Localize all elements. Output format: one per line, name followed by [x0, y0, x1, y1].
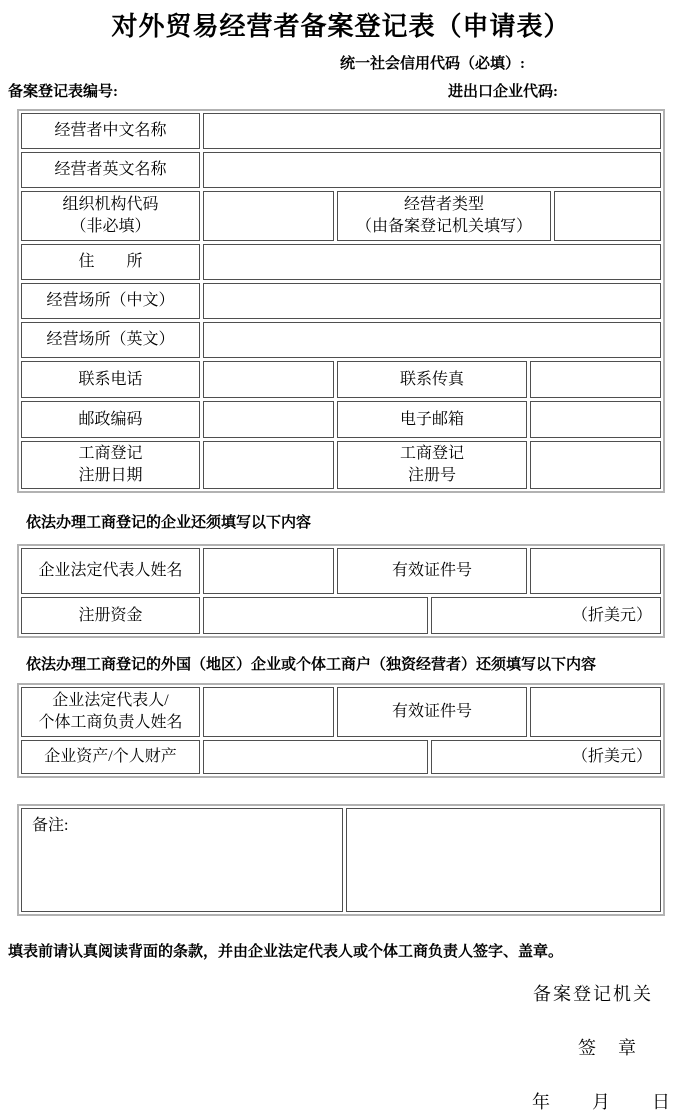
table-row — [21, 548, 661, 594]
remarks-right-cell[interactable] — [346, 808, 661, 912]
org-code-input-cell[interactable] — [203, 191, 334, 241]
postcode-input-cell[interactable] — [203, 401, 334, 438]
table-row — [21, 283, 661, 319]
reg-date-label — [21, 441, 200, 489]
main-table — [17, 109, 665, 493]
operator-type-label-line2: （由备案登记机关填写） — [355, 218, 532, 235]
reg-number-input-cell[interactable] — [530, 441, 661, 489]
foreign-rep-name-label-line2: 个体工商负责人姓名 — [38, 714, 183, 731]
company-section-heading: 依法办理工商登记的企业还须填写以下内容 — [26, 514, 312, 531]
phone-label: 联系电话 — [21, 361, 200, 398]
postcode-label: 邮政编码 — [21, 401, 200, 438]
table-row — [21, 401, 661, 438]
registration-form-page — [0, 6, 682, 1112]
remarks-left-cell[interactable] — [21, 808, 343, 912]
table-row — [21, 441, 661, 489]
reg-number-label — [337, 441, 527, 489]
registration-authority-label: 备案登记机关 — [533, 984, 653, 1004]
business-place-en-input-cell[interactable] — [203, 322, 661, 358]
foreign-rep-name-label-line1: 企业法定代表人/ — [52, 692, 169, 709]
table-row — [21, 808, 661, 912]
table-row — [21, 152, 661, 188]
registered-capital-usd-cell[interactable]: （折美元） — [431, 597, 661, 634]
operator-cn-name-label: 经营者中文名称 — [21, 113, 200, 149]
id-number-input-cell[interactable] — [530, 548, 661, 594]
table-row — [21, 113, 661, 149]
foreign-id-number-label: 有效证件号 — [337, 687, 527, 737]
assets-label: 企业资产/个人财产 — [21, 740, 200, 774]
email-label: 电子邮箱 — [337, 401, 527, 438]
seal-label: 签 章 — [578, 1038, 638, 1058]
org-code-label-line2: （非必填） — [70, 218, 151, 235]
ie-code-label: 进出口企业代码: — [448, 84, 558, 100]
table-row — [21, 687, 661, 737]
operator-type-label — [337, 191, 551, 241]
table-row — [21, 244, 661, 280]
legal-rep-name-input-cell[interactable] — [203, 548, 334, 594]
phone-input-cell[interactable] — [203, 361, 334, 398]
reg-number-label-line2: 注册号 — [407, 467, 456, 484]
foreign-section-heading: 依法办理工商登记的外国（地区）企业或个体工商户（独资经营者）还须填写以下内容 — [26, 656, 597, 673]
table-row — [21, 322, 661, 358]
reg-number-label-line1: 工商登记 — [399, 445, 464, 462]
business-place-en-label: 经营场所（英文） — [21, 322, 200, 358]
table-row — [21, 740, 661, 774]
email-input-cell[interactable] — [530, 401, 661, 438]
org-code-label — [21, 191, 200, 241]
operator-en-name-input-cell[interactable] — [203, 152, 661, 188]
operator-type-input-cell[interactable] — [554, 191, 661, 241]
footer-note: 填表前请认真阅读背面的条款，并由企业法定代表人或个体工商负责人签字、盖章。 — [8, 943, 564, 960]
table-row — [21, 597, 661, 634]
address-label: 住 所 — [21, 244, 200, 280]
assets-input-cell[interactable] — [203, 740, 428, 774]
operator-cn-name-input-cell[interactable] — [203, 113, 661, 149]
operator-en-name-label: 经营者英文名称 — [21, 152, 200, 188]
org-code-label-line1: 组织机构代码 — [62, 196, 159, 213]
foreign-rep-name-input-cell[interactable] — [203, 687, 334, 737]
foreign-rep-name-label — [21, 687, 200, 737]
assets-usd-cell[interactable]: （折美元） — [431, 740, 661, 774]
page-title: 对外贸易经营者备案登记表（申请表） — [111, 12, 571, 41]
operator-type-label-line1: 经营者类型 — [403, 196, 484, 213]
table-row — [21, 361, 661, 398]
business-place-cn-label: 经营场所（中文） — [21, 283, 200, 319]
fax-label: 联系传真 — [337, 361, 527, 398]
reg-date-input-cell[interactable] — [203, 441, 334, 489]
date-label: 年 月 日 — [532, 1092, 672, 1112]
foreign-id-number-input-cell[interactable] — [530, 687, 661, 737]
credit-code-label: 统一社会信用代码（必填）: — [340, 56, 525, 72]
reg-date-label-line1: 工商登记 — [78, 445, 143, 462]
remarks-table — [17, 804, 665, 916]
fax-input-cell[interactable] — [530, 361, 661, 398]
foreign-table — [17, 683, 665, 778]
id-number-label: 有效证件号 — [337, 548, 527, 594]
form-number-label: 备案登记表编号: — [8, 84, 118, 100]
reg-date-label-line2: 注册日期 — [78, 467, 143, 484]
legal-rep-name-label: 企业法定代表人姓名 — [21, 548, 200, 594]
reference-line — [0, 80, 682, 101]
table-row — [21, 191, 661, 241]
remarks-label: 备注: — [32, 817, 69, 834]
registered-capital-input-cell[interactable] — [203, 597, 428, 634]
address-input-cell[interactable] — [203, 244, 661, 280]
registered-capital-label: 注册资金 — [21, 597, 200, 634]
company-table — [17, 544, 665, 638]
business-place-cn-input-cell[interactable] — [203, 283, 661, 319]
